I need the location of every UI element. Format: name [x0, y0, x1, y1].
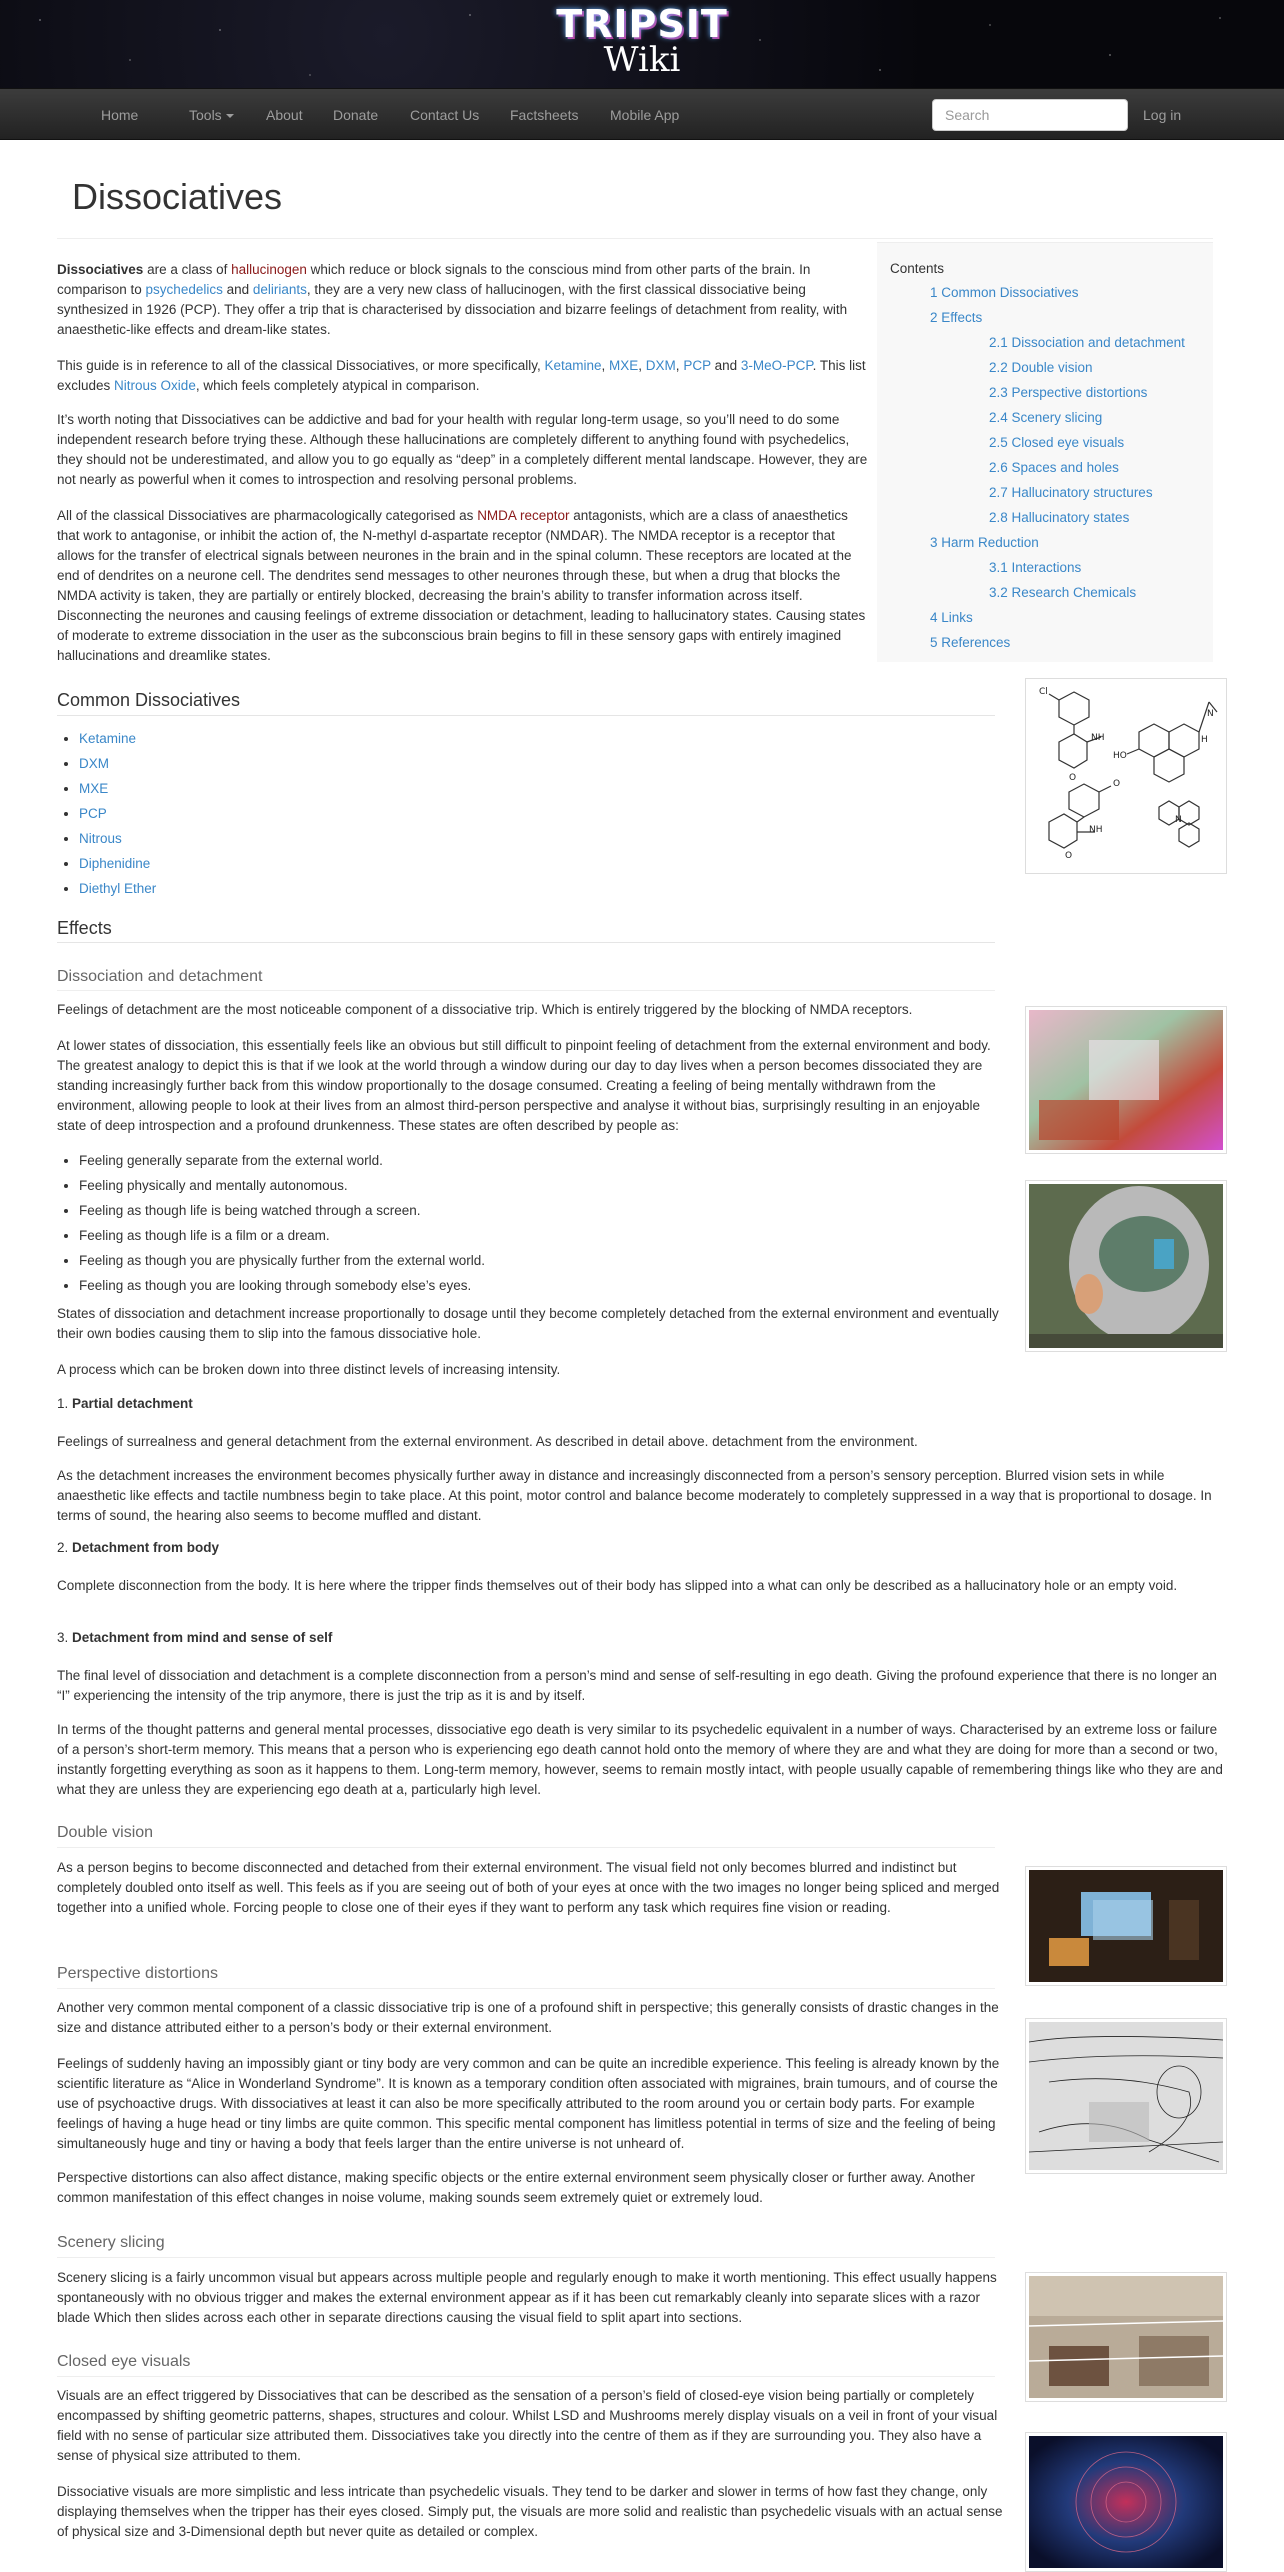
level-title: Partial detachment — [72, 1396, 193, 1411]
level-title: Detachment from mind and sense of self — [72, 1630, 333, 1645]
toc-item[interactable]: 2.1 Dissociation and detachment — [989, 335, 1185, 350]
dissociation-paragraph-4: A process which can be broken down into three distinct levels of increasing intensity. — [57, 1362, 561, 1377]
subsection-heading-scenery-slicing: Scenery slicing — [57, 2234, 165, 2251]
text: All of the classical Dissociatives are pharmacologically categorised as — [57, 508, 478, 523]
nav-about[interactable]: About — [266, 107, 303, 123]
svg-text:O: O — [1113, 779, 1121, 789]
head-screen-picture — [1029, 1184, 1223, 1348]
text: , — [601, 358, 610, 373]
toc-item[interactable]: 1 Common Dissociatives — [930, 285, 1079, 300]
section-heading-effects: Effects — [57, 918, 112, 938]
login-link[interactable]: Log in — [1143, 107, 1182, 123]
dissociation-paragraph-3: States of dissociation and detachment increase proportionally to dosage until they become completely detached from the external environment and eventually their own bodies causing them to slip into the famous dissociative hole. — [57, 1306, 999, 1341]
toc-item[interactable]: 2.4 Scenery slicing — [989, 410, 1103, 425]
svg-text:NH: NH — [1089, 825, 1103, 835]
table-of-contents — [877, 242, 1213, 662]
dissociation-bullets — [57, 1148, 485, 1298]
list-item — [79, 826, 156, 851]
nav-tools[interactable] — [189, 107, 234, 123]
common-dissociatives-list — [57, 726, 156, 901]
svg-text:Cl: Cl — [1039, 687, 1048, 697]
subsection-divider — [57, 1847, 995, 1848]
perspective-paragraph-1: Another very common mental component of a classic dissociative trip is one of a profound shift in perspective; this generally consists of drastic changes in the size and distance attributed either to a person’s body or their external environment. — [57, 2000, 999, 2035]
intro-paragraph-1 — [57, 260, 872, 340]
subsection-heading-perspective: Perspective distortions — [57, 1965, 218, 1982]
link-dxm[interactable]: DXM — [645, 358, 676, 373]
toc-item[interactable]: 3.1 Interactions — [989, 560, 1082, 575]
nav-home[interactable]: Home — [101, 107, 139, 123]
level-title: Detachment from body — [72, 1540, 220, 1555]
toc-item[interactable]: 2.7 Hallucinatory structures — [989, 485, 1153, 500]
subsection-heading-double-vision: Double vision — [57, 1824, 154, 1841]
link-dxm[interactable]: DXM — [79, 756, 109, 771]
list-item: • Feeling physically and mentally autonomous. — [79, 1173, 485, 1198]
scenery-slicing-image[interactable] — [1025, 2272, 1227, 2402]
level-3-paragraph-2: In terms of the thought patterns and general mental processes, dissociative ego death is very similar to its psychedelic equivalent in a number of ways. Characterised by an extreme loss or failure of a person’s short-term memory. This means that a person who is experiencing ego death cannot hold onto the memory of where they are and what they are doing for more than a second or two, instantly forgetting everything as soon as it happens to them. Long-term memory, however, seems to remain mostly intact, with people usually capable of remembering things like who they are and what they are unless they are experiencing ego death at a, particularly high level. — [57, 1722, 1223, 1797]
list-item — [79, 776, 156, 801]
dissociation-paragraph-2: At lower states of dissociation, this essentially feels like an obvious but still difficult to pinpoint feeling of detachment from the external environment and body. The greatest analogy to depict this is that if we look at the world through a window during our day to day lives when a person becomes dissociated they are standing increasingly further back from this window proportionally to the dosage consumed. Creating a feeling of being mentally withdrawn from the environment, allowing people to look at their lives from an almost third-person perspective and analyse it without bias, surprisingly resulting in an enjoyable state of deep introspection and a profound drunkenness. These states are often described by people as: — [57, 1038, 991, 1133]
site-logo[interactable] — [0, 4, 1284, 78]
subsection-heading-closed-eye-visuals: Closed eye visuals — [57, 2353, 191, 2370]
nav-mobile-app[interactable]: Mobile App — [610, 107, 680, 123]
dark-room-picture — [1029, 1870, 1223, 1982]
list-item — [79, 801, 156, 826]
level-1-heading — [57, 1396, 193, 1411]
text: are a class of — [143, 262, 232, 277]
double-vision-paragraph-1: As a person begins to become disconnected and detached from their external environment. The visual field not only becomes blurred and indistinct but completely doubled onto itself as well. This feels as if you are seeing out of both of your eyes at once with the two images no longer being spliced and merged together into a unified whole. Forcing people to close one of their eyes if they want to perform any task which requires fine vision or reading. — [57, 1860, 1000, 1915]
link-pcp[interactable]: PCP — [683, 358, 711, 373]
top-navbar — [0, 88, 1284, 140]
intro-paragraph-4 — [57, 506, 872, 666]
list-item: • Feeling generally separate from the external world. — [79, 1148, 485, 1173]
section-divider — [57, 942, 995, 943]
fractal-pattern-picture — [1029, 2436, 1223, 2568]
level-2-paragraph-1: Complete disconnection from the body. It is here where the tripper finds themselves out of their body has slipped into a what can only be described as a hallucinatory hole or an empty void. — [57, 1578, 1178, 1593]
list-item — [79, 751, 156, 776]
toc-item[interactable]: 2.2 Double vision — [989, 360, 1093, 375]
subsection-divider — [57, 990, 995, 991]
text: and — [222, 282, 253, 297]
link-diphenidine[interactable]: Diphenidine — [79, 856, 151, 871]
text: , which feels completely atypical in comparison. — [195, 378, 480, 393]
svg-text:O: O — [1069, 773, 1077, 783]
nav-donate[interactable]: Donate — [333, 107, 379, 123]
toc-item[interactable]: 2.6 Spaces and holes — [989, 460, 1119, 475]
list-item: • Feeling as though life is a film or a dream. — [79, 1223, 485, 1248]
level-number: 2. — [57, 1540, 73, 1555]
toc-title: Contents — [890, 261, 945, 276]
list-item: • Feeling as though life is being watched through a screen. — [79, 1198, 485, 1223]
perspective-paragraph-2: Feelings of suddenly having an impossibly giant or tiny body are very common and can be quite an incredible experience. This feeling is already known by the scientific literature as “Alice in Wonderland Syndrome”. It is known as a temporary condition often associated with migraines, brain tumours, and of course the use of psychoactive drugs. With dissociatives at least it can also be more specifically attributed to the room around you or certain body parts. For example feelings of having a huge head or tiny limbs are quite common. This specific mental component has limitless potential in terms of size and the feeling of being simultaneously huge and tiny or having a body that feels larger than the entire universe is not unheard of. — [57, 2056, 1000, 2151]
link-deliriants[interactable]: deliriants — [252, 282, 307, 297]
svg-text:N: N — [1207, 709, 1214, 719]
text: , — [638, 358, 646, 373]
caret-down-icon — [226, 114, 234, 118]
svg-text:H: H — [1201, 735, 1208, 745]
toc-item[interactable]: 5 References — [930, 635, 1011, 650]
subsection-heading-dissociation: Dissociation and detachment — [57, 968, 263, 985]
level-number: 3. — [57, 1630, 73, 1645]
toc-item[interactable]: 3 Harm Reduction — [930, 535, 1039, 550]
text: . This list excludes — [57, 358, 866, 393]
chemical-structures-drawing — [1029, 682, 1223, 870]
level-number: 1. — [57, 1396, 73, 1411]
dissociation-paragraph-1: Feelings of detachment are the most noticeable component of a dissociative trip. Which is entirely triggered by the blocking of NMDA receptors. — [57, 1002, 913, 1017]
page-title: Dissociatives — [72, 176, 283, 217]
list-item — [79, 851, 156, 876]
link-diethyl-ether[interactable]: Diethyl Ether — [79, 881, 157, 896]
link-mxe[interactable]: MXE — [79, 781, 109, 796]
list-item: • Feeling as though you are physically further from the external world. — [79, 1248, 485, 1273]
link-psychedelics[interactable]: psychedelics — [145, 282, 223, 297]
link-ketamine[interactable]: Ketamine — [79, 731, 137, 746]
subsection-divider — [57, 1988, 995, 1989]
svg-text:O: O — [1065, 851, 1073, 861]
double-vision-image[interactable] — [1025, 1866, 1227, 1986]
text: This guide is in reference to all of the classical Dissociatives, or more specifically, — [57, 358, 545, 373]
link-hallucinogen[interactable]: hallucinogen — [231, 262, 307, 277]
scenery-slicing-paragraph-1: Scenery slicing is a fairly uncommon visual but appears across multiple people and regularly enough to make it worth mentioning. This effect usually happens spontaneously with no obvious trigger and makes the external environment appear as if it has been cut remarkably cleanly into separate slices with a razor blade Which then slides across each other in separate directions causing the visual field to split apart into sections. — [57, 2270, 997, 2325]
section-divider — [57, 715, 995, 716]
title-divider — [57, 238, 1213, 239]
link-3-meo-pcp[interactable]: 3-MeO-PCP — [740, 358, 813, 373]
alice-illustration-image[interactable] — [1025, 2018, 1227, 2174]
text: antagonists, which are a class of anaesthetics that work to antagonise, or inhibit the action of, the N-methyl d-aspartate receptor (NMDAR). The NMDA receptor is a receptor that allows for the transfer of electrical signals between neurones in the brain and in the spinal column. These receptors are located at the end of dendrites on a neurone cell. The dendrites send messages to other neurones through these, but when a drug that blocks the NMDA activity is taken, they are partially or entirely blocked, decreasing the brain’s ability to transfer information across itself. Disconnecting the neurones and causing feelings of extreme dissociation or detachment, leading to hallucinatory states. Causing states of moderate to extreme dissociation in the user as the subconscious brain begins to fill in these sensory gaps with entirely imagined hallucinations and dreamlike states. — [57, 508, 866, 663]
level-1-paragraph-1: Feelings of surrealness and general detachment from the external environment. As described in detail above. detachment from the environment. — [57, 1434, 918, 1449]
link-nitrous[interactable]: Nitrous — [79, 831, 122, 846]
svg-text:N: N — [1175, 815, 1182, 825]
text: , — [675, 358, 684, 373]
toc-item[interactable]: 2.5 Closed eye visuals — [989, 435, 1125, 450]
toc-item[interactable]: 2.8 Hallucinatory states — [989, 510, 1130, 525]
link-nmda-receptor[interactable]: NMDA receptor — [477, 508, 570, 523]
level-3-heading — [57, 1630, 332, 1645]
text: which reduce or block signals to the conscious mind from other parts of the brain. In comparison to — [57, 262, 811, 297]
sliced-room-picture — [1029, 2276, 1223, 2398]
subsection-divider — [57, 2376, 995, 2377]
intro-bold-term: Dissociatives — [57, 262, 144, 277]
blurred-room-image[interactable] — [1025, 1006, 1227, 1154]
list-item — [79, 876, 156, 901]
level-2-heading — [57, 1540, 219, 1555]
nav-tools-label: Tools — [189, 107, 222, 123]
toc-item[interactable]: 3.2 Research Chemicals — [989, 585, 1137, 600]
svg-text:HO: HO — [1113, 751, 1127, 761]
link-pcp[interactable]: PCP — [79, 806, 107, 821]
alice-illustration-picture — [1029, 2022, 1223, 2170]
toc-item[interactable]: 2.3 Perspective distortions — [989, 385, 1148, 400]
text: , they are a very new class of hallucinogen, with the first classical dissociative being synthesized in 1926 (PCP). They offer a trip that is characterised by dissociation and bizarre feelings of detachment from reality, with anaesthetic-like effects and dream-like states. — [57, 282, 848, 337]
intro-paragraph-2 — [57, 356, 872, 396]
svg-text:NH: NH — [1091, 733, 1105, 743]
head-screen-image[interactable] — [1025, 1180, 1227, 1352]
perspective-paragraph-3: Perspective distortions can also affect distance, making specific objects or the entire external environment seem physically closer or further away. Another common manifestation of this effect changes in noise volume, making sounds seem extremely quiet or extremely loud. — [57, 2170, 975, 2205]
logo-text-bottom: Wiki — [603, 40, 681, 80]
nav-contact-us[interactable]: Contact Us — [410, 107, 480, 123]
toc-item[interactable]: 4 Links — [930, 610, 973, 625]
list-item: • Feeling as though you are looking through somebody else’s eyes. — [79, 1273, 485, 1298]
link-ketamine[interactable]: Ketamine — [544, 358, 602, 373]
subsection-divider — [57, 2257, 995, 2258]
search-input[interactable] — [932, 99, 1128, 131]
cev-paragraph-2: Dissociative visuals are more simplistic and less intricate than psychedelic visuals. They tend to be darker and slower in terms of how fast they change, only displaying themselves when the tripper has their eyes closed. Simply put, the visuals are more solid and realistic than psychedelic visuals with an actual sense of physical size and 3-Dimensional depth but never quite as detailed or complex. — [57, 2484, 1003, 2539]
logo-text-top: TRIPSIT — [556, 2, 728, 46]
toc-item[interactable]: 2 Effects — [930, 310, 983, 325]
intro-paragraph-3: It’s worth noting that Dissociatives can be addictive and bad for your health with regular long-term usage, so you’ll need to do some independent research before trying these. Although these hallucinations are completely different to anything found with psychedelics, they should not be underestimated, and allow you to go equally as “deep” in a completely different mental landscape. However, they are not nearly as powerful when it comes to introspection and resolving personal problems. — [57, 412, 868, 487]
nav-factsheets[interactable]: Factsheets — [510, 107, 579, 123]
closed-eye-visuals-image[interactable] — [1025, 2432, 1227, 2572]
text: and — [710, 358, 741, 373]
level-3-paragraph-1: The final level of dissociation and detachment is a complete disconnection from a person’s mind and sense of self-resulting in ego death. Giving the profound experience that there is no longer an “I” experiencing the intensity of the trip anymore, there is just the trip as it is and by itself. — [57, 1668, 1217, 1703]
blurred-room-picture — [1029, 1010, 1223, 1150]
cev-paragraph-1: Visuals are an effect triggered by Dissociatives that can be described as the sensation of a person’s field of closed-eye vision being partially or completely encompassed by shifting geometric patterns, shapes, structures and colour. Whilst LSD and Mushrooms merely display visuals on a veil in front of your visual field with no sense of particular size attributed them. Dissociatives take you directly into the centre of them as if they are surrounding you. They also have a sense of physical size attributed to them. — [57, 2388, 998, 2463]
link-nitrous-oxide[interactable]: Nitrous Oxide — [114, 378, 196, 393]
chemical-structures-image[interactable] — [1025, 678, 1227, 874]
site-banner — [0, 0, 1284, 88]
section-heading-common: Common Dissociatives — [57, 690, 241, 710]
link-mxe[interactable]: MXE — [609, 358, 639, 373]
level-1-paragraph-2: As the detachment increases the environment becomes physically further away in distance and increasingly disconnected from a person’s sensory perception. Blurred vision sets in while anaesthetic like effects and tactile numbness begin to take place. At this point, motor control and balance become moderately to completely suppressed in a way that is proportional to dosage. In terms of sound, the hearing also seems to become muffled and distant. — [57, 1468, 1212, 1523]
list-item — [79, 726, 156, 751]
